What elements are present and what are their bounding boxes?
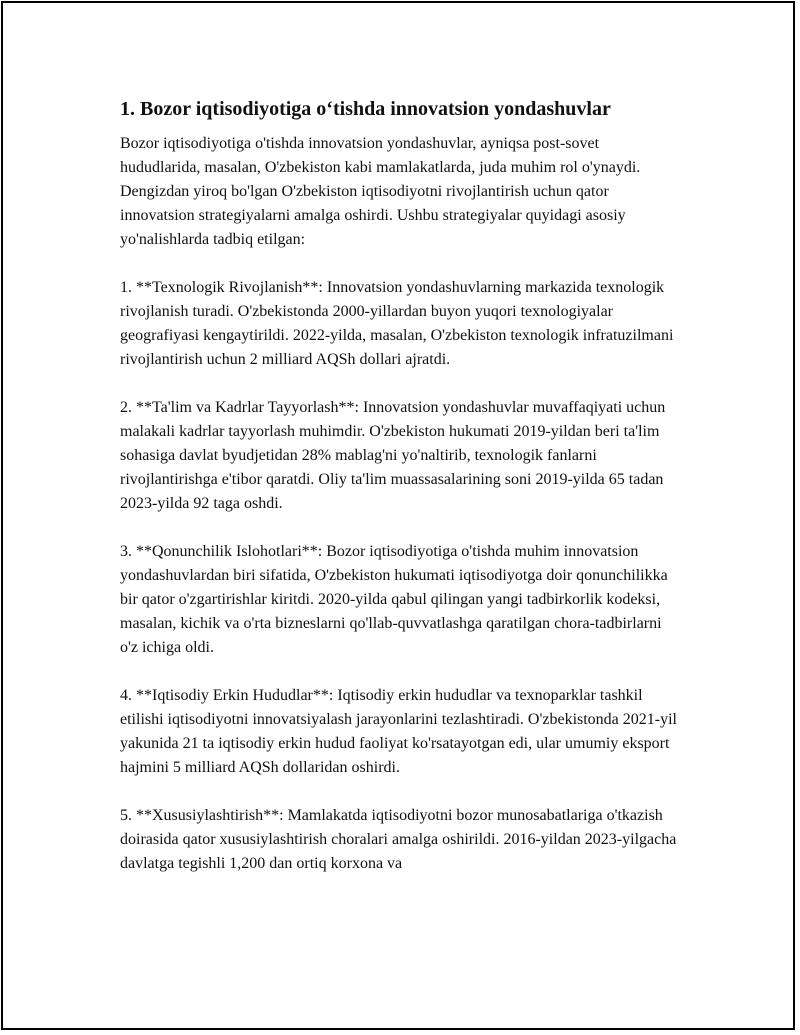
intro-paragraph: Bozor iqtisodiyotiga o'tishda innovatsion yondashuvlar, ayniqsa post-sovet hududlarida, masalan, O'zbekiston kabi mamlakatlarda, juda muhim rol o'ynaydi. Dengizdan yiroq bo'lgan O'zbekiston iqtisodiyotni rivojlantirish uchun qator innovatsion strategiyalarni amalga oshirdi. Ushbu strategiyalar quyidagi asosiy yo'nalishlarda tadbiq etilgan: — [120, 135, 641, 248]
paragraph-privatization: 5. **Xususiylashtirish**: Mamlakatda iqtisodiyotni bozor munosabatlariga o'tkazish doirasida qator xususiylashtirish choralari amalga oshirildi. 2016-yildan 2023-yilgacha davlatga tegishli 1,200 dan ortiq korxona va — [120, 807, 677, 872]
paragraph-free-zones: 4. **Iqtisodiy Erkin Hududlar**: Iqtisodiy erkin hududlar va texnoparklar tashkil etilishi iqtisodiyotni innovatsiyalash jarayonlarini tezlashtiradi. O'zbekistonda 2021-yil yakunida 21 ta iqtisodiy erkin hudud faoliyat ko'rsatayotgan edi, ular umumiy eksport hajmini 5 milliard AQSh dollaridan oshirdi. — [120, 687, 677, 776]
section-heading: 1. Bozor iqtisodiyotiga o‘tishda innovatsion yondashuvlar — [120, 98, 611, 120]
paragraph-legislation: 3. **Qonunchilik Islohotlari**: Bozor iqtisodiyotiga o'tishda muhim innovatsion yondashuvlardan biri sifatida, O'zbekiston hukumati iqtisodiyotga doir qonunchilikka bir qator o'zgartirishlar kiritdi. 2020-yilda qabul qilingan yangi tadbirkorlik kodeksi, masalan, kichik va o'rta bizneslarni qo'llab-quvvatlashga qaratilgan chora-tadbirlarni o'z ichiga oldi. — [120, 543, 668, 656]
paragraph-education: 2. **Ta'lim va Kadrlar Tayyorlash**: Innovatsion yondashuvlar muvaffaqiyati uchun malakali kadrlar tayyorlash muhimdir. O'zbekiston hukumati 2019-yildan beri ta'lim sohasiga davlat byudjetidan 28% mablag'ni yo'naltirib, texnologik fanlarni rivojlantirishga e'tibor qaratdi. Oliy ta'lim muassasalarining soni 2019-yilda 65 tadan 2023-yilda 92 taga oshdi. — [120, 399, 666, 512]
document-content — [120, 96, 680, 900]
paragraph-technology: 1. **Texnologik Rivojlanish**: Innovatsion yondashuvlarning markazida texnologik rivojlanish turadi. O'zbekistonda 2000-yillardan buyon yuqori texnologiyalar geografiyasi kengaytirildi. 2022-yilda, masalan, O'zbekiston texnologik infratuzilmani rivojlantirish uchun 2 milliard AQSh dollari ajratdi. — [120, 279, 674, 368]
document-page — [1, 1, 795, 1030]
